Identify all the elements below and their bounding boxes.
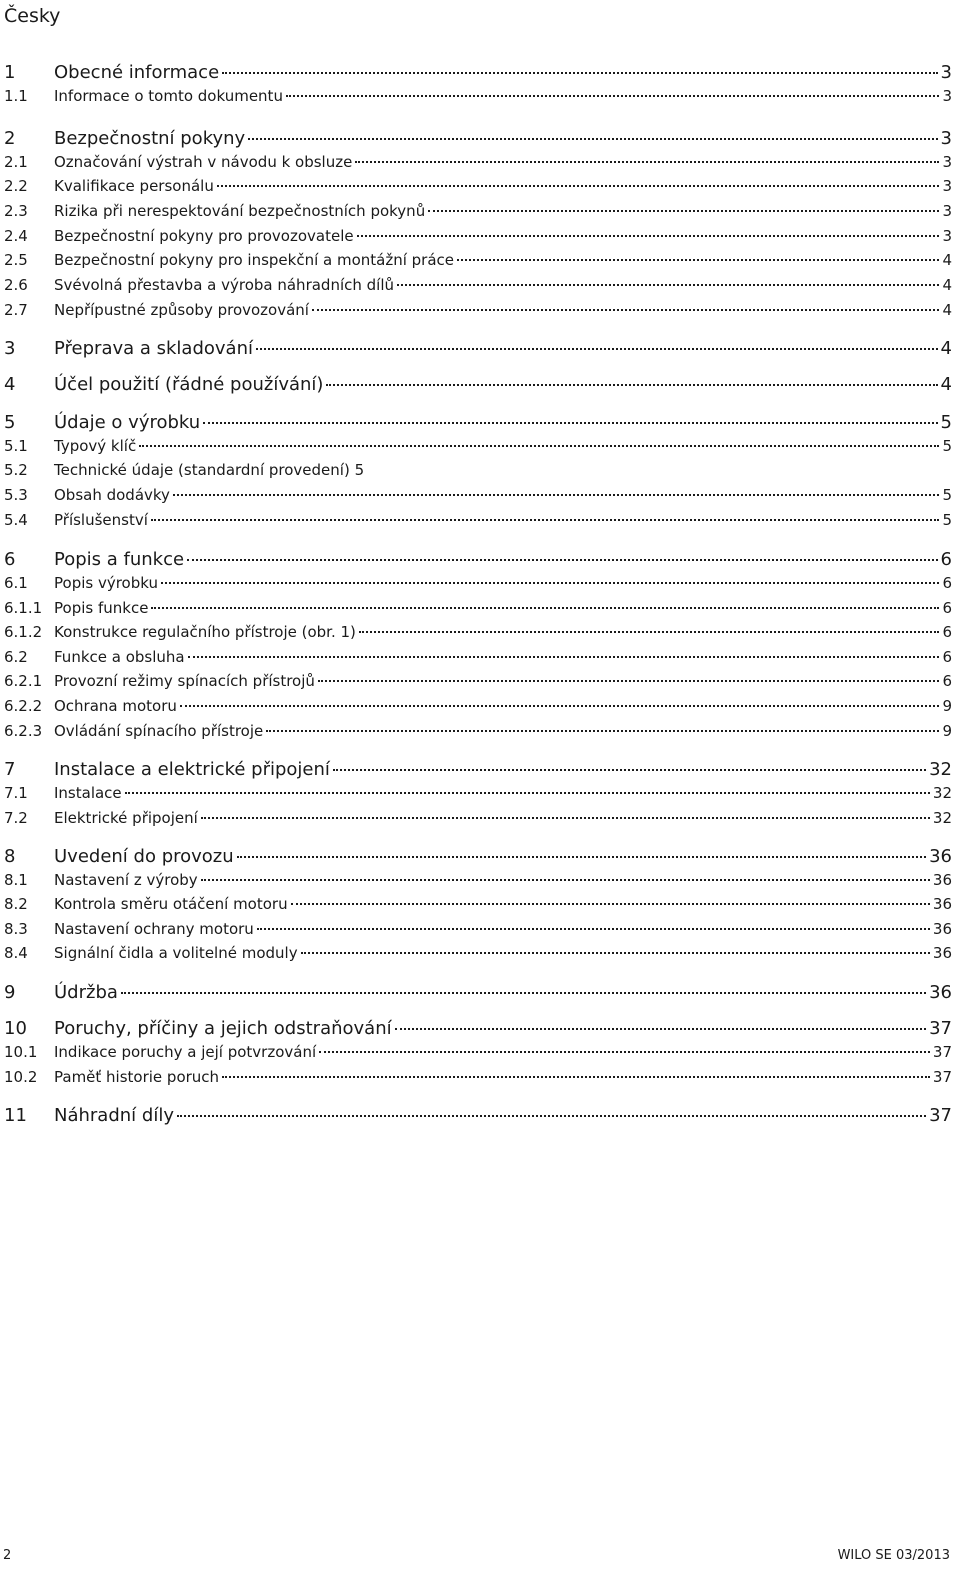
- toc-entry[interactable]: [4, 920, 952, 938]
- toc-entry[interactable]: [4, 1018, 952, 1039]
- toc-dot-leader: [237, 856, 926, 858]
- toc-entry-title: Nastavení z výroby: [54, 871, 198, 889]
- toc-entry[interactable]: [4, 809, 952, 827]
- toc-entry-number: 6: [4, 549, 16, 570]
- toc-entry-title: Přeprava a skladování: [54, 338, 253, 359]
- toc-entry[interactable]: [4, 722, 952, 740]
- toc-entry-title: Bezpečnostní pokyny: [54, 128, 246, 149]
- toc-entry-page: 36: [929, 846, 952, 867]
- toc-entry-page: 6: [942, 599, 952, 617]
- document-id: WILO SE 03/2013: [837, 1548, 950, 1563]
- toc-entry[interactable]: [4, 338, 952, 359]
- toc-entry[interactable]: [4, 895, 952, 913]
- toc-entry-number: 7.2: [4, 809, 28, 827]
- toc-entry-page: 36: [929, 982, 952, 1003]
- toc-entry-page: 36: [932, 944, 952, 962]
- toc-entry-title: Technické údaje (standardní provedení) 5: [54, 461, 365, 479]
- toc-entry-title: Označování výstrah v návodu k obsluze: [54, 153, 353, 171]
- toc-entry[interactable]: [4, 623, 952, 641]
- toc-entry[interactable]: [4, 846, 952, 867]
- toc-entry-number: 2.5: [4, 251, 28, 269]
- toc-entry-number: 7.1: [4, 784, 28, 802]
- toc-dot-leader: [180, 705, 940, 707]
- toc-dot-leader: [286, 95, 940, 97]
- toc-entry-number: 2.7: [4, 301, 28, 319]
- toc-entry-title: Účel použití (řádné používání): [54, 374, 324, 395]
- toc-entry-page: 9: [942, 722, 952, 740]
- toc-entry-number: 5.3: [4, 486, 28, 504]
- toc-entry-title: Indikace poruchy a její potvrzování: [54, 1043, 317, 1061]
- toc-entry-number: 5.4: [4, 511, 28, 529]
- toc-entry-title: Údaje o výrobku: [54, 412, 201, 433]
- toc-entry-number: 5: [4, 412, 16, 433]
- toc-dot-leader: [355, 161, 939, 163]
- toc-entry-title: Kvalifikace personálu: [54, 177, 214, 195]
- toc-dot-leader: [397, 284, 939, 286]
- toc-entry-page: 37: [932, 1043, 952, 1061]
- toc-entry[interactable]: [4, 153, 952, 171]
- toc-entry-page: 3: [940, 128, 952, 149]
- toc-entry[interactable]: [4, 276, 952, 294]
- toc-entry-page: 4: [940, 338, 952, 359]
- toc-entry-title: Instalace a elektrické připojení: [54, 759, 330, 780]
- toc-entry-number: 5.1: [4, 437, 28, 455]
- toc-entry-number: 10.2: [4, 1068, 38, 1086]
- toc-entry[interactable]: [4, 374, 952, 395]
- toc-dot-leader: [266, 730, 939, 732]
- toc-dot-leader: [139, 445, 939, 447]
- toc-entry[interactable]: [4, 1043, 952, 1061]
- toc-entry[interactable]: [4, 982, 952, 1003]
- toc-entry-page: 6: [942, 574, 952, 592]
- toc-entry-number: 6.2: [4, 648, 28, 666]
- toc-entry[interactable]: [4, 202, 952, 220]
- toc-dot-leader: [333, 769, 926, 771]
- toc-dot-leader: [151, 607, 939, 609]
- toc-entry[interactable]: [4, 511, 952, 529]
- toc-dot-leader: [173, 494, 940, 496]
- toc-entry-title: Uvedení do provozu: [54, 846, 234, 867]
- toc-entry-title: Ovládání spínacího přístroje: [54, 722, 264, 740]
- toc-entry-page: 37: [929, 1105, 952, 1126]
- toc-entry-number: 8: [4, 846, 16, 867]
- toc-entry[interactable]: [4, 1105, 952, 1126]
- toc-entry-number: 6.2.3: [4, 722, 43, 740]
- toc-dot-leader: [318, 680, 940, 682]
- toc-entry-page: 3: [942, 177, 952, 195]
- toc-entry-title: Funkce a obsluha: [54, 648, 185, 666]
- toc-entry-title: Provozní režimy spínacích přístrojů: [54, 672, 315, 690]
- toc-entry[interactable]: [4, 574, 952, 592]
- toc-entry-page: 32: [932, 809, 952, 827]
- toc-entry-number: 2.3: [4, 202, 28, 220]
- toc-entry-number: 4: [4, 374, 16, 395]
- toc-entry-page: 6: [942, 623, 952, 641]
- toc-entry[interactable]: [4, 759, 952, 780]
- toc-entry-page: 4: [940, 374, 952, 395]
- toc-entry-number: 2.4: [4, 227, 28, 245]
- toc-entry[interactable]: [4, 128, 952, 149]
- toc-entry-page: 37: [932, 1068, 952, 1086]
- toc-entry[interactable]: [4, 672, 952, 690]
- toc-entry[interactable]: [4, 177, 952, 195]
- toc-entry-number: 3: [4, 338, 16, 359]
- toc-entry-title: Bezpečnostní pokyny pro provozovatele: [54, 227, 354, 245]
- toc-dot-leader: [319, 1051, 930, 1053]
- toc-entry[interactable]: [4, 599, 952, 617]
- toc-entry[interactable]: [4, 412, 952, 433]
- toc-dot-leader: [222, 72, 937, 74]
- toc-entry[interactable]: [4, 227, 952, 245]
- toc-entry-page: 3: [942, 202, 952, 220]
- toc-entry-page: 5: [942, 486, 952, 504]
- toc-entry-number: 1: [4, 62, 16, 83]
- toc-entry-title: Signální čidla a volitelné moduly: [54, 944, 298, 962]
- toc-entry-number: 8.1: [4, 871, 28, 889]
- toc-entry-number: 5.2: [4, 461, 28, 479]
- toc-entry-title: Elektrické připojení: [54, 809, 198, 827]
- toc-entry-title: Poruchy, příčiny a jejich odstraňování: [54, 1018, 392, 1039]
- toc-entry[interactable]: [4, 301, 952, 319]
- toc-entry-title: Konstrukce regulačního přístroje (obr. 1): [54, 623, 356, 641]
- toc-entry-number: 2: [4, 128, 16, 149]
- toc-dot-leader: [177, 1115, 926, 1117]
- toc-dot-leader: [188, 656, 940, 658]
- toc-entry-title: Rizika při nerespektování bezpečnostních pokynů: [54, 202, 426, 220]
- toc-entry[interactable]: [4, 251, 952, 269]
- toc-entry-title: Svévolná přestavba a výroba náhradních dílů: [54, 276, 395, 294]
- toc-entry-number: 6.2.1: [4, 672, 43, 690]
- toc-entry-title: Náhradní díly: [54, 1105, 174, 1126]
- toc-dot-leader: [222, 1076, 930, 1078]
- toc-entry[interactable]: [4, 648, 952, 666]
- toc-entry-title: Popis funkce: [54, 599, 149, 617]
- toc-dot-leader: [125, 792, 930, 794]
- toc-dot-leader: [248, 138, 937, 140]
- toc-entry-title: Údržba: [54, 982, 118, 1003]
- toc-entry-title: Popis výrobku: [54, 574, 158, 592]
- toc-dot-leader: [121, 992, 926, 994]
- toc-dot-leader: [359, 631, 940, 633]
- toc-entry-number: 9: [4, 982, 16, 1003]
- toc-entry[interactable]: [4, 486, 952, 504]
- toc-entry[interactable]: [4, 784, 952, 802]
- toc-entry-title: Kontrola směru otáčení motoru: [54, 895, 288, 913]
- toc-entry-number: 6.1: [4, 574, 28, 592]
- toc-entry[interactable]: [4, 697, 952, 715]
- page-number: 2: [3, 1548, 12, 1563]
- toc-dot-leader: [257, 928, 930, 930]
- toc-entry-title: Příslušenství: [54, 511, 148, 529]
- toc-entry-page: 4: [942, 301, 952, 319]
- toc-entry-title: Obsah dodávky: [54, 486, 170, 504]
- toc-entry[interactable]: [4, 1068, 952, 1086]
- toc-entry-page: 36: [932, 895, 952, 913]
- toc-entry-number: 2.2: [4, 177, 28, 195]
- document-language-header: Česky: [4, 5, 61, 27]
- toc-entry-page: 3: [942, 227, 952, 245]
- toc-entry-page: 36: [932, 920, 952, 938]
- toc-entry-page: 3: [942, 153, 952, 171]
- toc-entry-title: Ochrana motoru: [54, 697, 177, 715]
- toc-dot-leader: [187, 559, 937, 561]
- toc-entry-page: 4: [942, 276, 952, 294]
- toc-entry-title: Popis a funkce: [54, 549, 185, 570]
- toc-entry-number: 11: [4, 1105, 27, 1126]
- toc-entry-number: 2.6: [4, 276, 28, 294]
- toc-entry-number: 10: [4, 1018, 27, 1039]
- toc-dot-leader: [457, 259, 939, 261]
- toc-entry-title: Informace o tomto dokumentu: [54, 87, 283, 105]
- toc-dot-leader: [326, 384, 937, 386]
- toc-entry[interactable]: [4, 87, 952, 105]
- toc-entry-number: 6.1.1: [4, 599, 43, 617]
- toc-entry[interactable]: [4, 871, 952, 889]
- toc-entry-number: 8.2: [4, 895, 28, 913]
- toc-entry[interactable]: [4, 62, 952, 83]
- toc-entry-page: 3: [942, 87, 952, 105]
- toc-entry-page: 6: [942, 648, 952, 666]
- toc-entry-title: Obecné informace: [54, 62, 220, 83]
- toc-entry-page: 5: [942, 511, 952, 529]
- toc-dot-leader: [357, 235, 940, 237]
- toc-entry-title: Instalace: [54, 784, 122, 802]
- toc-entry-page: 32: [932, 784, 952, 802]
- toc-entry-number: 8.3: [4, 920, 28, 938]
- toc-entry[interactable]: [4, 549, 952, 570]
- toc-entry[interactable]: [4, 437, 952, 455]
- toc-entry-title: Bezpečnostní pokyny pro inspekční a montážní práce: [54, 251, 455, 269]
- toc-entry-title: Typový klíč: [54, 437, 137, 455]
- toc-entry-page: 9: [942, 697, 952, 715]
- toc-entry-title: Nepřípustné způsoby provozování: [54, 301, 309, 319]
- toc-dot-leader: [301, 952, 930, 954]
- toc-entry-page: 6: [940, 549, 952, 570]
- toc-entry-title: Nastavení ochrany motoru: [54, 920, 254, 938]
- toc-dot-leader: [256, 348, 938, 350]
- toc-dot-leader: [203, 422, 937, 424]
- toc-entry-page: 4: [942, 251, 952, 269]
- toc-entry-number: 6.2.2: [4, 697, 43, 715]
- toc-entry-page: 5: [940, 412, 952, 433]
- toc-dot-leader: [312, 309, 939, 311]
- toc-entry-page: 5: [942, 437, 952, 455]
- toc-entry-number: 6.1.2: [4, 623, 43, 641]
- toc-entry-number: 10.1: [4, 1043, 38, 1061]
- toc-entry-title: Paměť historie poruch: [54, 1068, 220, 1086]
- toc-dot-leader: [395, 1028, 926, 1030]
- toc-dot-leader: [201, 879, 930, 881]
- toc-dot-leader: [291, 903, 930, 905]
- toc-entry[interactable]: [4, 944, 952, 962]
- toc-entry-page: 3: [940, 62, 952, 83]
- toc-dot-leader: [161, 582, 939, 584]
- toc-dot-leader: [201, 817, 930, 819]
- toc-entry-number: 1.1: [4, 87, 28, 105]
- toc-entry-page: 37: [929, 1018, 952, 1039]
- toc-entry-number: 8.4: [4, 944, 28, 962]
- toc-dot-leader: [151, 519, 940, 521]
- toc-entry-page: 32: [929, 759, 952, 780]
- toc-entry-page: 6: [942, 672, 952, 690]
- toc-entry[interactable]: [4, 461, 952, 479]
- toc-entry-number: 2.1: [4, 153, 28, 171]
- toc-dot-leader: [217, 185, 940, 187]
- toc-dot-leader: [428, 210, 939, 212]
- toc-entry-page: 36: [932, 871, 952, 889]
- toc-entry-number: 7: [4, 759, 16, 780]
